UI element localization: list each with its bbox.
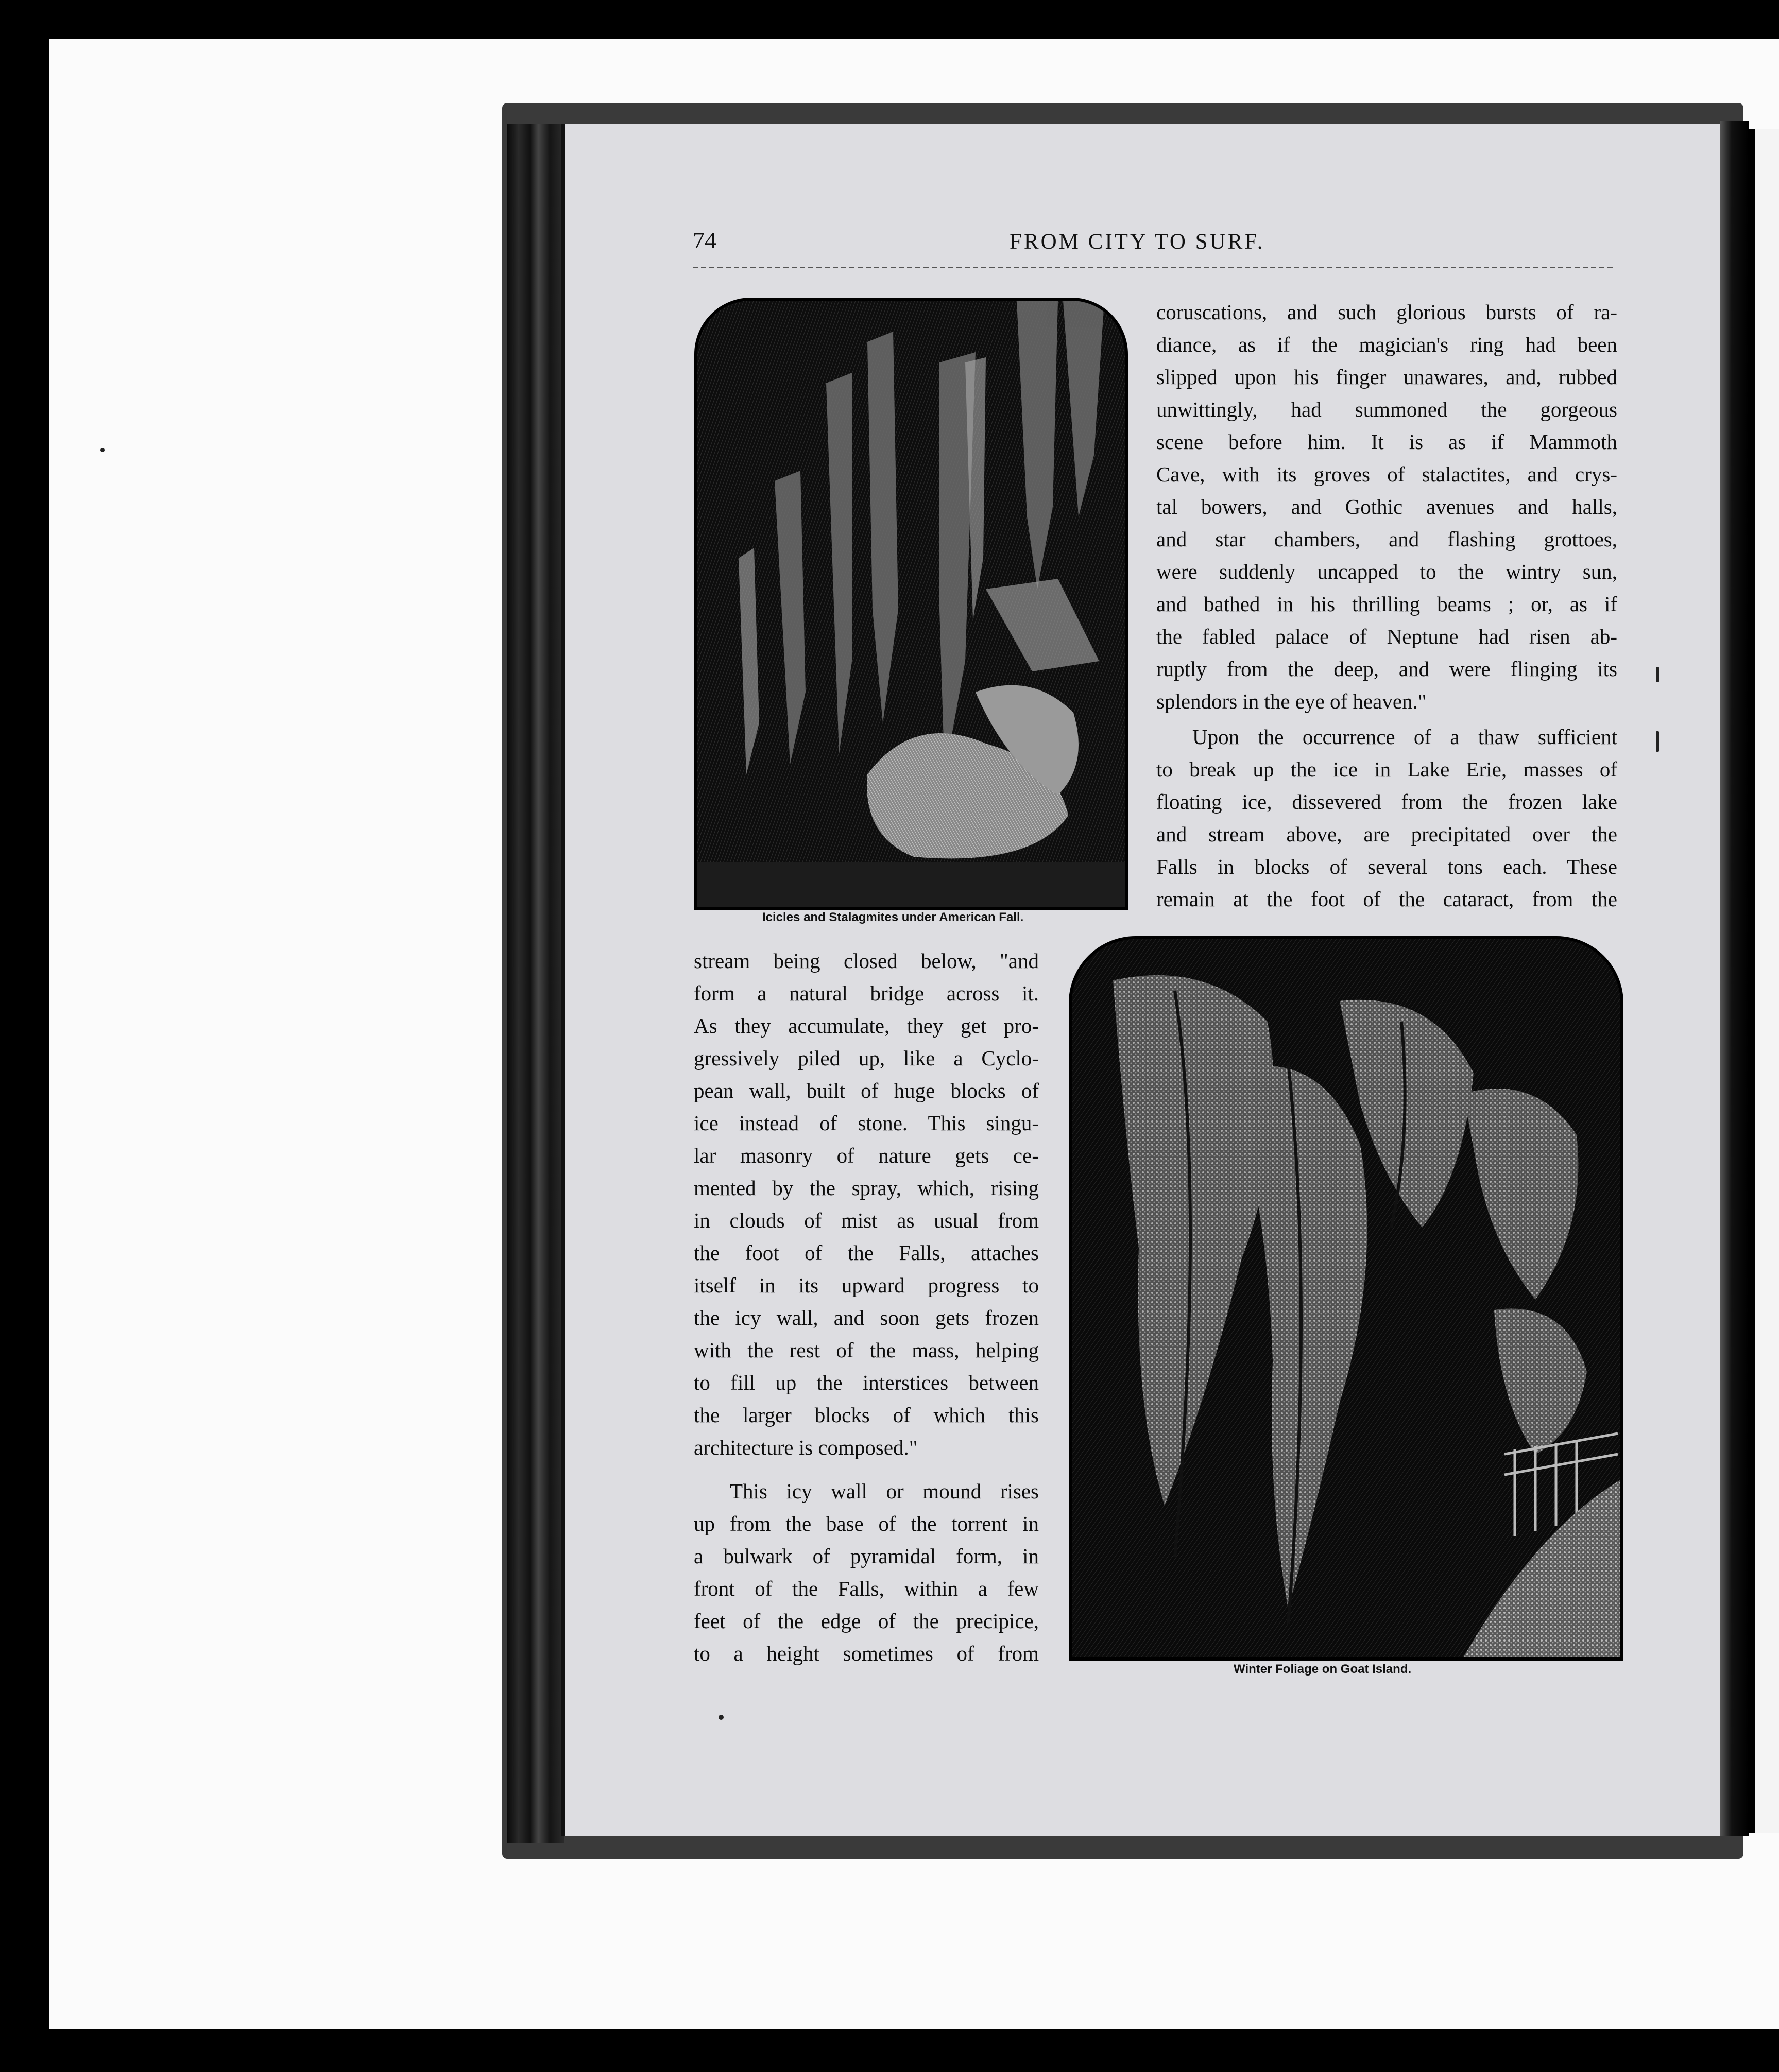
text-line: to break up the ice in Lake Erie, masses of (1156, 757, 1617, 781)
text-line: a bulwark of pyramidal form, in (694, 1544, 1039, 1568)
page-gutter (1720, 121, 1749, 1836)
text-line: were suddenly uncapped to the wintry sun, (1156, 560, 1617, 583)
text-line: architecture is composed." (694, 1436, 918, 1459)
figure-caption-icicles: Icicles and Stalagmites under American Fall. (762, 910, 1024, 924)
text-line: unwittingly, had summoned the gorgeous (1156, 398, 1617, 421)
scan-speck (1656, 731, 1659, 752)
text-line: up from the base of the torrent in (694, 1512, 1039, 1535)
text-line: feet of the edge of the precipice, (694, 1609, 1039, 1633)
text-line: remain at the foot of the cataract, from the (1156, 887, 1617, 911)
text-line: form a natural bridge across it. (694, 981, 1039, 1005)
text-line: diance, as if the magician's ring had been (1156, 333, 1617, 356)
scan-speck (719, 1715, 724, 1720)
text-line: Cave, with its groves of stalactites, and crys- (1156, 462, 1617, 486)
text-line: and star chambers, and flashing grottoes, (1156, 527, 1617, 551)
text-line: itself in its upward progress to (694, 1273, 1039, 1297)
text-line: ice instead of stone. This singu- (694, 1111, 1039, 1135)
running-title: FROM CITY TO SURF. (1010, 230, 1265, 254)
text-line: tal bowers, and Gothic avenues and halls, (1156, 495, 1617, 519)
text-line: in clouds of mist as usual from (694, 1208, 1039, 1232)
icicles-engraving-image (697, 301, 1125, 907)
text-line: coruscations, and such glorious bursts of ra- (1156, 300, 1617, 324)
text-line: As they accumulate, they get pro- (694, 1014, 1039, 1038)
text-line: ruptly from the deep, and were flinging its (1156, 657, 1617, 681)
text-line: pean wall, built of huge blocks of (694, 1079, 1039, 1102)
text-line: scene before him. It is as if Mammoth (1156, 430, 1617, 454)
scan-speck (100, 448, 105, 452)
text-line: with the rest of the mass, helping (694, 1338, 1039, 1362)
text-line: the icy wall, and soon gets frozen (694, 1306, 1039, 1329)
text-line: mented by the spray, which, rising (694, 1176, 1039, 1200)
text-line: lar masonry of nature gets ce- (694, 1144, 1039, 1167)
book-spine-binding (507, 124, 564, 1843)
text-line: and bathed in his thrilling beams ; or, as if (1156, 592, 1617, 616)
facing-page-edge (1749, 129, 1779, 1833)
text-line: splendors in the eye of heaven." (1156, 689, 1427, 713)
text-line: front of the Falls, within a few (694, 1577, 1039, 1600)
text-column-left-bottom (694, 1475, 1039, 1670)
text-line: the larger blocks of which this (694, 1403, 1039, 1427)
text-line: and stream above, are precipitated over the (1156, 822, 1617, 846)
text-column-right-bottom (1156, 721, 1617, 916)
text-line: the fabled palace of Neptune had risen ab- (1156, 625, 1617, 648)
text-line: Upon the occurrence of a thaw sufficient (1192, 725, 1617, 749)
page-number: 74 (693, 227, 716, 253)
text-line: stream being closed below, "and (694, 949, 1039, 973)
figure-winter-foliage-engraving (1069, 936, 1623, 1661)
winter-foliage-engraving-image (1072, 939, 1620, 1657)
text-column-left-top (694, 945, 1039, 1464)
text-line: to fill up the interstices between (694, 1371, 1039, 1394)
header-rule (693, 267, 1615, 268)
text-line: Falls in blocks of several tons each. These (1156, 855, 1617, 878)
text-column-right-top (1156, 296, 1617, 718)
text-line: the foot of the Falls, attaches (694, 1241, 1039, 1265)
text-line: floating ice, dissevered from the frozen lake (1156, 790, 1617, 814)
text-line: gressively piled up, like a Cyclo- (694, 1046, 1039, 1070)
figure-icicles-engraving (694, 298, 1128, 910)
scan-speck (1656, 667, 1659, 682)
text-line: This icy wall or mound rises (730, 1479, 1039, 1503)
figure-caption-winter-foliage: Winter Foliage on Goat Island. (1234, 1662, 1412, 1676)
text-line: to a height sometimes of from (694, 1642, 1039, 1665)
text-line: slipped upon his finger unawares, and, rubbed (1156, 365, 1617, 389)
